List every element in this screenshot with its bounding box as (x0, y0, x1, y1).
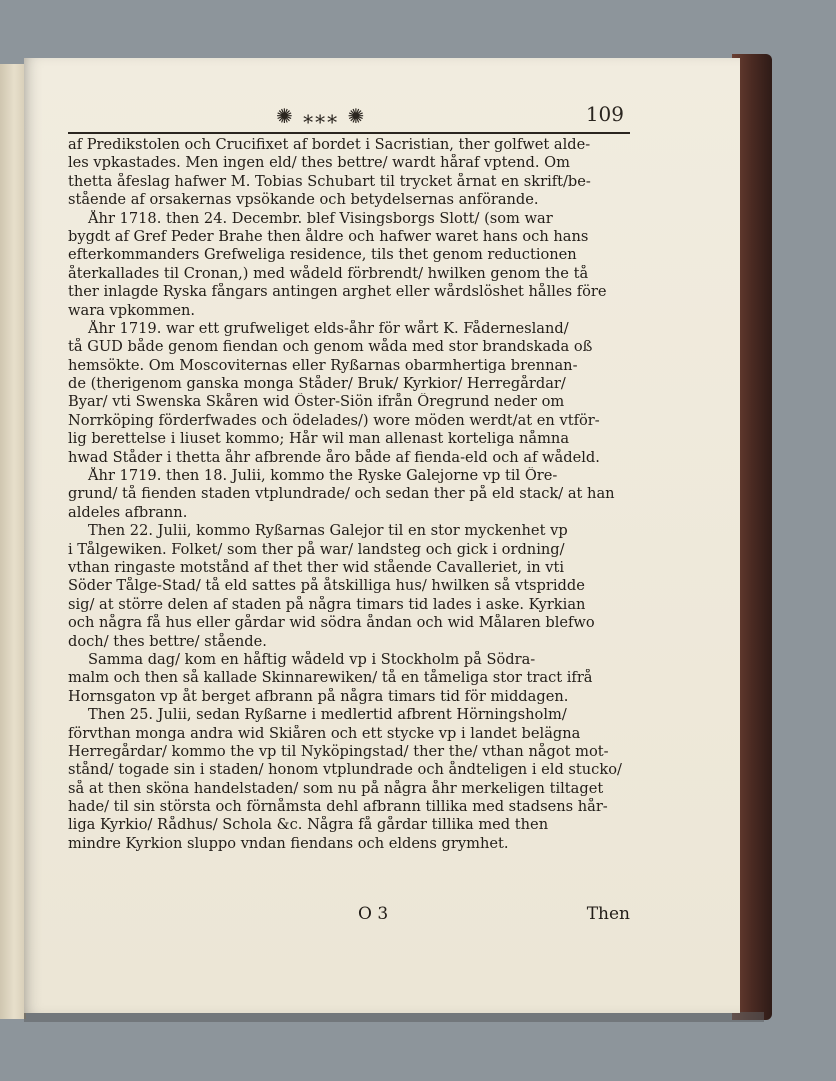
text-line: les vpkastades. Men ingen eld/ thes bettre/ wardt håraf vptend. Om (68, 154, 570, 172)
book-page (24, 58, 740, 1013)
text-line: hade/ til sin största och förnåmsta dehl afbrann tillika med stadsens hår- (68, 798, 608, 816)
text-line: Then 25. Julii, sedan Ryßarne i medlertid afbrent Hörningsholm/ (88, 706, 567, 724)
page-shadow (24, 1012, 764, 1022)
text-line: de (therigenom ganska monga Ståder/ Bruk/ Kyrkior/ Herregårdar/ (68, 375, 566, 393)
text-line: efterkommanders Grefweliga residence, tils thet genom reductionen (68, 246, 577, 264)
text-line: thetta åfeslag hafwer M. Tobias Schubart til trycket årnat en skrift/be- (68, 172, 591, 190)
text-line: och några få hus eller gårdar wid södra åndan och wid Målaren blefwo (68, 614, 595, 632)
text-line: i Tålgewiken. Folket/ som ther på war/ landsteg och gick i ordning/ (68, 540, 565, 558)
text-line: vthan ringaste motstånd af thet ther wid stående Cavalleriet, in vti (68, 558, 565, 576)
text-line: Söder Tålge-Stad/ tå eld sattes på åtskilliga hus/ hwilken så vtspridde (68, 577, 585, 595)
text-line: Hornsgaton vp åt berget afbrann på några timars tid för middagen. (68, 687, 569, 705)
text-line: Herregårdar/ kommo the vp til Nyköpingstad/ ther the/ vthan något mot- (68, 742, 609, 760)
text-line: stående af orsakernas vpsökande och betydelsernas anförande. (68, 191, 539, 209)
text-line: bygdt af Gref Peder Brahe then åldre och hafwer waret hans och hans (68, 227, 589, 245)
page-footer (68, 904, 630, 926)
text-line: ther inlagde Ryska fångars antingen arghet eller wårdslöshet hålles före (68, 283, 607, 301)
text-line: Then 22. Julii, kommo Ryßarnas Galejor til en stor myckenhet vp (88, 522, 568, 540)
text-line: förvthan monga andra wid Skiåren och ett stycke vp i landet belägna (68, 724, 581, 742)
text-line: malm och then så kallade Skinnarewiken/ tå en tåmeliga stor tract ifrå (68, 669, 593, 687)
page-number: 109 (585, 102, 624, 126)
catchword: Then (586, 904, 630, 924)
text-line: mindre Kyrkion sluppo vndan fiendans och eldens grymhet. (68, 834, 509, 852)
text-line: liga Kyrkio/ Rådhus/ Schola &c. Några få gårdar tillika med then (68, 816, 549, 834)
text-line: lig berettelse i liuset kommo; Hår wil man allenast korteliga nåmna (68, 430, 570, 448)
text-line: Byar/ vti Swenska Skåren wid Öster-Siön ifrån Öregrund neder om (68, 393, 565, 411)
text-line: hwad Ståder i thetta åhr afbrende åro både af fienda-eld och af wådeld. (68, 448, 600, 466)
header-ornament: ✺ ⁎⁎⁎ ✺ (276, 104, 367, 128)
text-line: återkallades til Cronan,) med wådeld förbrendt/ hwilken genom the tå (68, 264, 589, 282)
text-line: Åhr 1719. then 18. Julii, kommo the Ryske Galejorne vp til Öre- (88, 467, 558, 485)
text-line: Åhr 1719. war ett grufweliget elds-åhr för wårt K. Fådernesland/ (88, 319, 569, 337)
text-line: aldeles afbrann. (68, 503, 188, 521)
page-header (68, 98, 630, 134)
signature-mark: O 3 (358, 904, 389, 924)
text-line: Åhr 1718. then 24. Decembr. blef Visingsborgs Slott/ (som war (88, 209, 553, 227)
text-line: Samma dag/ kom en håftig wådeld vp i Stockholm på Södra- (88, 650, 536, 668)
text-line: doch/ thes bettre/ stående. (68, 632, 267, 650)
text-line: Norrköping förderfwades och ödelades/) wore möden werdt/at en vtför- (68, 411, 600, 429)
text-line: grund/ tå fienden staden vtplundrade/ och sedan ther på eld stack/ at han (68, 485, 615, 503)
text-line: så at then sköna handelstaden/ som nu på några åhr merkeligen tiltaget (68, 779, 604, 797)
left-page-edge (0, 64, 26, 1019)
text-line: stånd/ togade sin i staden/ honom vtplundrade och åndteligen i eld stucko/ (68, 761, 622, 779)
text-line: hemsökte. Om Moscoviternas eller Ryßarnas obarmhertiga brennan- (68, 356, 578, 374)
text-line: sig/ at större delen af staden på några timars tid lades i aske. Kyrkian (68, 595, 586, 613)
text-line: af Predikstolen och Crucifixet af bordet i Sacristian, ther golfwet alde- (68, 136, 591, 153)
body-text (68, 136, 630, 853)
text-line: wara vpkommen. (68, 301, 196, 319)
text-line: tå GUD både genom fiendan och genom wåda med stor brandskada oß (68, 338, 593, 356)
